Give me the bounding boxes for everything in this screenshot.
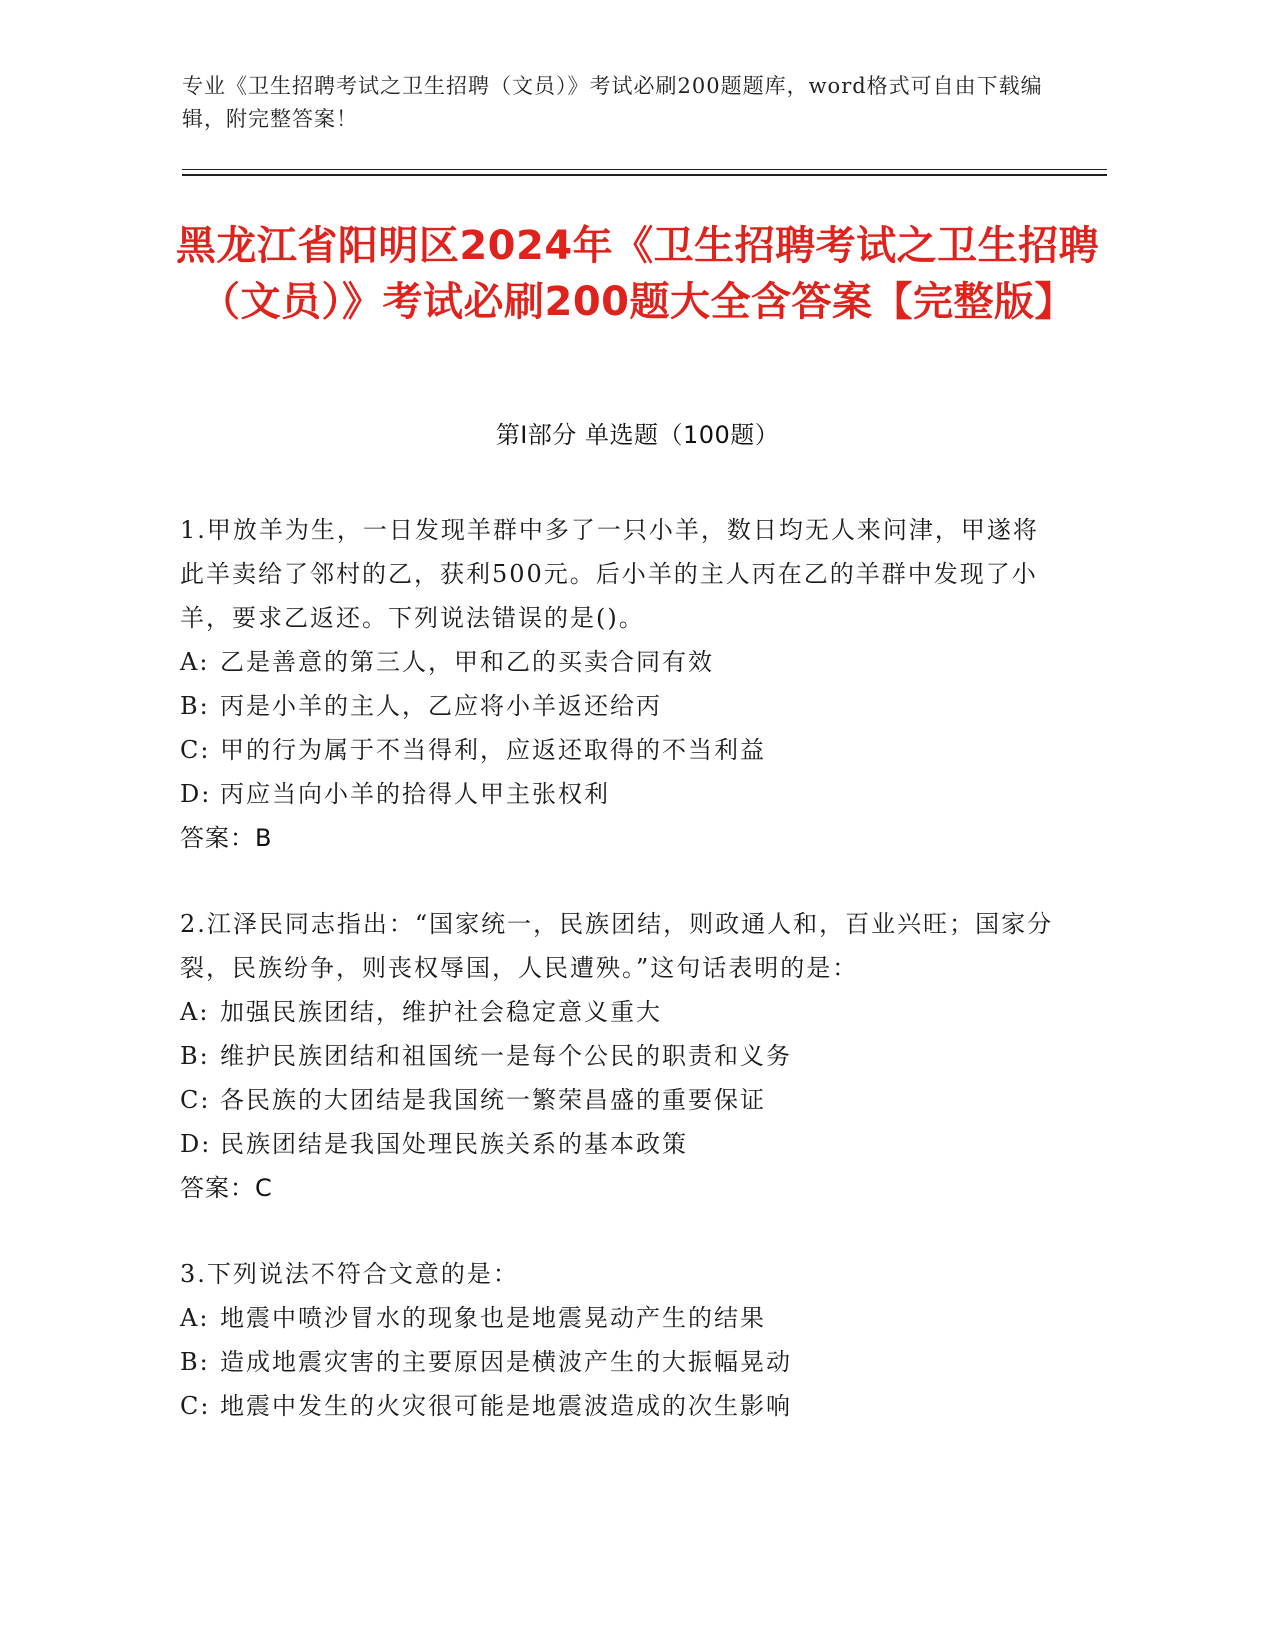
question-list (180, 508, 1060, 1470)
document-title: 黑龙江省阳明区2024年《卫生招聘考试之卫生招聘（文员）》考试必刷200题大全含答案【完整版】 (175, 223, 1100, 325)
option-a (180, 1296, 1060, 1340)
option-d (180, 772, 1060, 816)
option-text: 乙是善意的第三人，甲和乙的买卖合同有效 (220, 648, 714, 676)
option-text: 地震中喷沙冒水的现象也是地震晃动产生的结果 (220, 1304, 766, 1332)
answer-line: 答案：B (180, 824, 273, 852)
option-key: B: (180, 692, 210, 720)
option-b (180, 1340, 1060, 1384)
option-key: A: (180, 648, 210, 676)
header-divider-thick (182, 174, 1107, 176)
option-c (180, 1078, 1060, 1122)
question-item (180, 508, 1060, 860)
option-b (180, 684, 1060, 728)
option-a (180, 640, 1060, 684)
option-c (180, 728, 1060, 772)
option-c (180, 1384, 1060, 1428)
option-text: 造成地震灾害的主要原因是横波产生的大振幅晃动 (220, 1348, 792, 1376)
option-b (180, 1034, 1060, 1078)
header-divider-thin (182, 169, 1107, 170)
option-key: C: (180, 1392, 211, 1420)
option-key: D: (180, 780, 212, 808)
question-stem: 1.甲放羊为生，一日发现羊群中多了一只小羊，数日均无人来问津，甲遂将此羊卖给了邻村的乙，获利500元。后小羊的主人丙在乙的羊群中发现了小羊，要求乙返还。下列说法错误的是()。 (180, 516, 1039, 632)
question-stem: 3.下列说法不符合文意的是： (180, 1260, 519, 1288)
option-key: D: (180, 1130, 212, 1158)
option-key: C: (180, 736, 211, 764)
option-key: B: (180, 1348, 210, 1376)
option-text: 各民族的大团结是我国统一繁荣昌盛的重要保证 (220, 1086, 766, 1114)
option-text: 丙是小羊的主人，乙应将小羊返还给丙 (220, 692, 662, 720)
option-text: 民族团结是我国处理民族关系的基本政策 (220, 1130, 688, 1158)
option-text: 维护民族团结和祖国统一是每个公民的职责和义务 (220, 1042, 792, 1070)
option-text: 丙应当向小羊的拾得人甲主张权利 (220, 780, 610, 808)
question-item (180, 1252, 1060, 1428)
header-note: 专业《卫生招聘考试之卫生招聘（文员）》考试必刷200题题库，word格式可自由下载编辑，附完整答案！ (182, 74, 1043, 131)
option-a (180, 990, 1060, 1034)
option-text: 地震中发生的火灾很可能是地震波造成的次生影响 (220, 1392, 792, 1420)
option-key: A: (180, 998, 210, 1026)
option-text: 甲的行为属于不当得利，应返还取得的不当利益 (220, 736, 766, 764)
option-text: 加强民族团结，维护社会稳定意义重大 (220, 998, 662, 1026)
question-item (180, 902, 1060, 1210)
option-key: C: (180, 1086, 211, 1114)
option-key: B: (180, 1042, 210, 1070)
section-title: 第Ⅰ部分 单选题（100题） (495, 421, 780, 449)
option-d (180, 1122, 1060, 1166)
question-stem: 2.江泽民同志指出：“国家统一，民族团结，则政通人和，百业兴旺；国家分裂，民族纷争，则丧权辱国，人民遭殃。”这句话表明的是： (180, 910, 1054, 982)
option-key: A: (180, 1304, 210, 1332)
answer-line: 答案：C (180, 1174, 273, 1202)
